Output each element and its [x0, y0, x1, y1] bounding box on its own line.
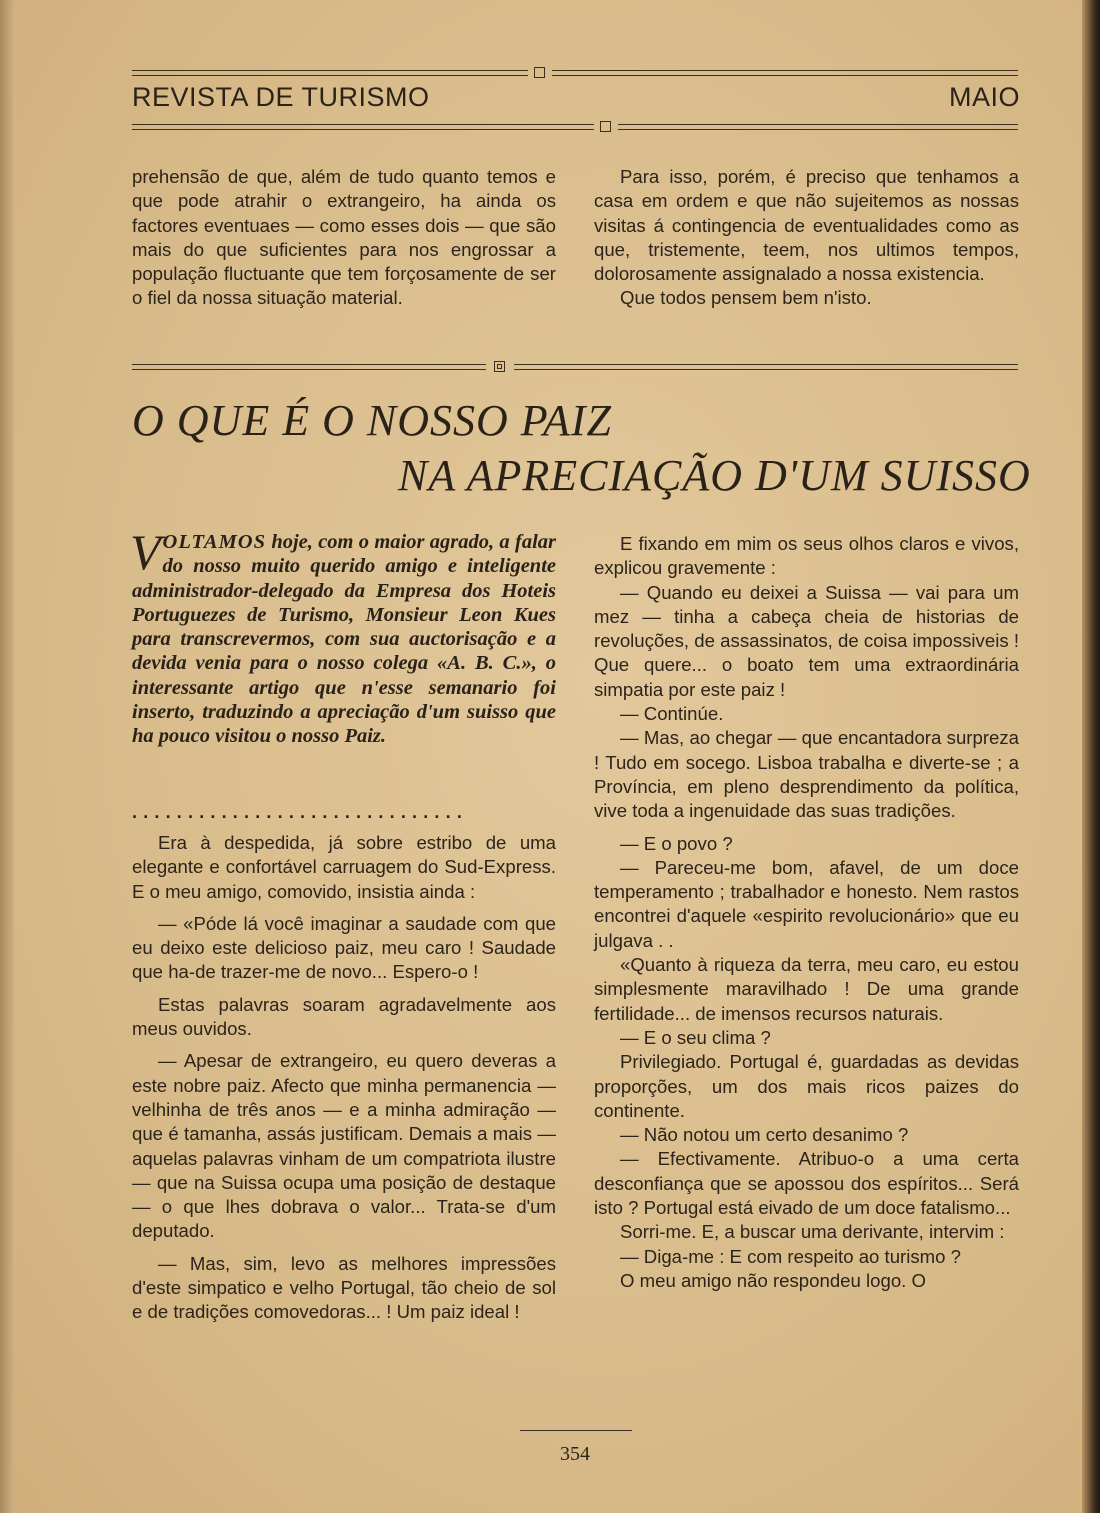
- paragraph: E fixando em mim os seus olhos claros e vivos, explicou gravemente :: [594, 533, 1019, 579]
- paragraph: — Mas, ao chegar — que encantadora surpreza ! Tudo em socego. Lisboa trabalha e diverte-se ; a Província, em pleno desprendimento da política, vive toda a ingenuidade das suas tradições.: [594, 727, 1019, 822]
- header-bottom-rule-left: [132, 124, 594, 130]
- paragraph: — E o povo ?: [620, 832, 733, 854]
- article-intro: [130, 524, 556, 749]
- paragraph: Estas palavras soaram agradavelmente aos meus ouvidos.: [132, 993, 556, 1040]
- paragraph: — Quando eu deixei a Suissa — vai para um mez — tinha a cabeça cheia de historias de revoluções, de assassinatos, de coisa impossiveis ! Que quere... o boato tem uma extraordinária simpatia por este paiz !: [594, 581, 1019, 700]
- paragraph: — Continúe.: [620, 703, 724, 725]
- paragraph: — Diga-me : E com respeito ao turismo ?: [620, 1245, 962, 1267]
- paragraph: Sorri-me. E, a buscar uma derivante, intervim :: [620, 1221, 1005, 1243]
- section-divider-left: [132, 364, 486, 370]
- paragraph: O meu amigo não respondeu logo. O: [620, 1269, 926, 1291]
- continued-text-left-column: [132, 165, 556, 311]
- section-divider-right: [514, 364, 1018, 370]
- article-title-line-1: O QUE É O NOSSO PAIZ: [132, 396, 612, 445]
- intro-first-word: OLTAMOS: [162, 531, 267, 553]
- article-left-column: [132, 831, 556, 1325]
- article-right-column: [594, 532, 1019, 1293]
- paragraph: Era à despedida, já sobre estribo de uma elegante e confortável carruagem do Sud-Express. E o meu amigo, comovido, insistia ainda :: [132, 832, 556, 902]
- drop-cap: V: [130, 524, 161, 580]
- paragraph: — Não notou um certo desanimo ?: [620, 1124, 909, 1146]
- continued-text-right-column: [594, 165, 1019, 311]
- header-top-ornament: [534, 67, 545, 78]
- paragraph: Que todos pensem bem n'isto.: [620, 287, 872, 309]
- paragraph: prehensão de que, além de tudo quanto temos e que pode atrahir o extrangeiro, ha ainda os factores eventuaes — como esses dois — que são mais do que suficientes para nos engrossar a população fluctuante que tem forçosamente de ser o fiel da nossa situação material.: [132, 166, 556, 309]
- magazine-title: REVISTA DE TURISMO: [132, 82, 430, 112]
- paragraph: — Pareceu-me bom, afavel, de um doce temperamento ; trabalhador e honesto. Nem rastos encontrei d'aquele «espirito revolucionário» que eu julgava . .: [594, 856, 1019, 951]
- section-divider-ornament: [494, 361, 505, 372]
- page-number: 354: [560, 1443, 590, 1465]
- paragraph: — E o seu clima ?: [620, 1026, 771, 1048]
- paragraph: Para isso, porém, é preciso que tenhamos a casa em ordem e que não sujeitemos as nossas visitas á contingencia de eventualidades como as que, tristemente, teem, nos ultimos tempos, dolorosamente assignalado a nossa existencia.: [594, 166, 1019, 285]
- paragraph: — Apesar de extrangeiro, eu quero deveras a este nobre paiz. Afecto que minha permanencia — velhinha de três anos — e a minha admiração — que é tamanha, assás justificam. Demais a mais — aquelas palavras vinham de um compatriota ilustre — que na Suissa ocupa uma posição de destaque — o que lhes dobrava o valor... Trata-se d'um deputado.: [132, 1050, 556, 1242]
- paragraph: — «Póde lá você imaginar a saudade com que eu deixo este delicioso paiz, meu caro ! Saudade que ha-de trazer-me de novo... Espero-o !: [132, 912, 556, 983]
- paragraph: — Efectivamente. Atribuo-o a uma certa desconfiança que se apossou dos espíritos... Será isto ? Portugal está eivado de um doce fatalismo...: [594, 1148, 1019, 1219]
- article-title-line-2: NA APRECIAÇÃO D'UM SUISSO: [398, 451, 1031, 500]
- page-binding-edge: [0, 0, 14, 1513]
- page-outer-edge: [1082, 0, 1100, 1513]
- paragraph: «Quanto à riqueza da terra, meu caro, eu estou simplesmente maravilhado ! De uma grande fertilidade... de imensos recursos naturais.: [594, 954, 1019, 1024]
- intro-text: hoje, com o maior agrado, a falar do nosso muito querido amigo e inteligente administrador-delegado da Empresa dos Hoteis Portuguezes de Turismo, Monsieur Leon Kues para transcrevermos, com sua auctorisação e a devida venia para o nosso colega «A. B. C.», o interessante artigo que n'esse semanario foi inserto, traduzindo a apreciação d'um suisso que ha pouco visitou o nosso Paiz.: [132, 531, 556, 748]
- dotted-separator: ..............................: [132, 802, 469, 822]
- header-top-rule-right: [552, 70, 1018, 76]
- header-bottom-ornament: [600, 121, 611, 132]
- paragraph: Privilegiado. Portugal é, guardadas as devidas proporções, um dos mais ricos paizes do continente.: [594, 1051, 1019, 1121]
- page-number-rule: [520, 1430, 632, 1431]
- header-bottom-rule-right: [618, 124, 1018, 130]
- paragraph: — Mas, sim, levo as melhores impressões d'este simpatico e velho Portugal, tão cheio de sol e de tradições comovedoras... ! Um paiz ideal !: [132, 1252, 556, 1323]
- header-top-rule-left: [132, 70, 528, 76]
- issue-month: MAIO: [948, 82, 1020, 112]
